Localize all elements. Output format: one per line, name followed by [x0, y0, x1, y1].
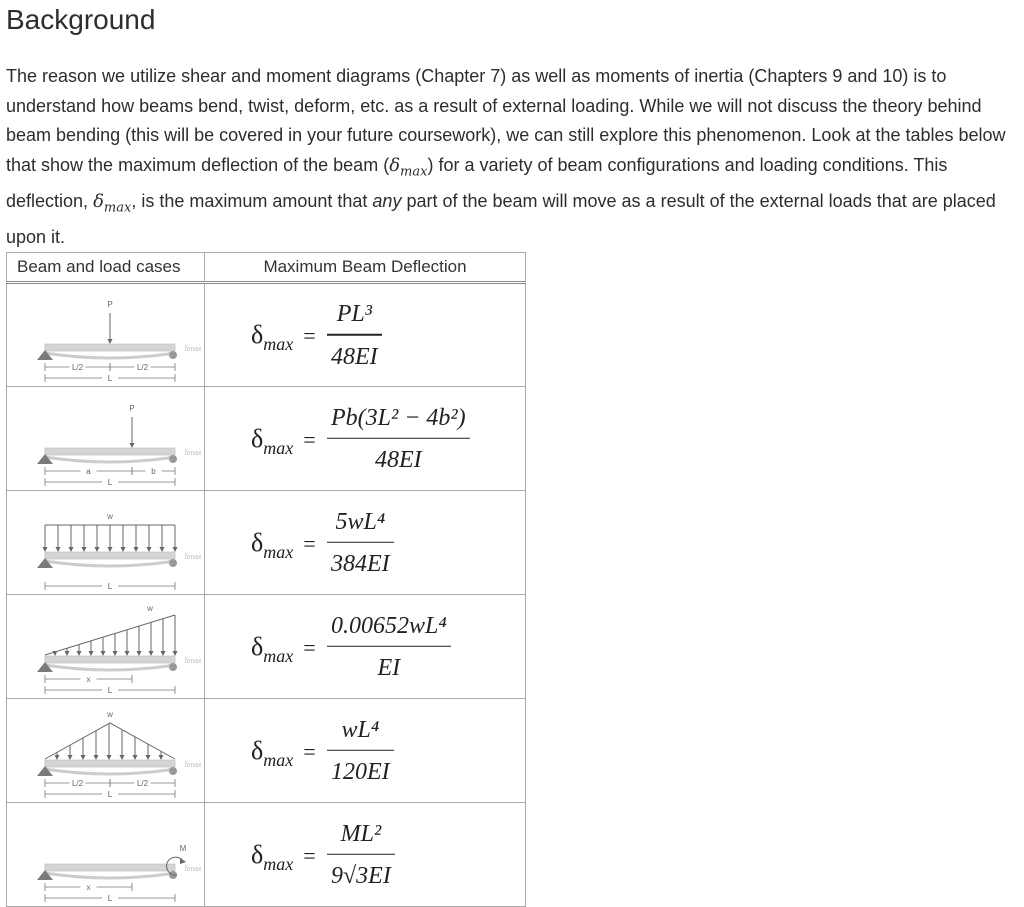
dim-right-label: L/2 — [136, 363, 149, 372]
delta-max-label: δmax — [184, 450, 202, 457]
deflected-shape — [45, 457, 175, 462]
formula-numerator: 5wL⁴ — [335, 508, 386, 535]
formula-numerator: 0.00652wL⁴ — [331, 612, 447, 639]
udl-arrow-head — [160, 547, 165, 552]
roller-support — [169, 351, 177, 359]
triangle-load-arrow-head — [101, 651, 106, 656]
delta-max-label: δmax — [184, 554, 202, 561]
udl-arrow-head — [56, 547, 61, 552]
triangle-load-arrow-head — [113, 651, 118, 656]
symmetric-load-arrow-head — [107, 755, 112, 760]
udl-arrow-head — [121, 547, 126, 552]
beam — [45, 656, 175, 663]
formula-denominator: 48EI — [374, 446, 422, 473]
beam — [45, 760, 175, 767]
para-text-3: , is the maximum amount that — [131, 190, 373, 211]
formula-lhs: $\delta_{max}$ = — [251, 735, 316, 770]
dim-span-label: L — [107, 686, 113, 695]
header-beam-cases: Beam and load cases — [7, 253, 205, 283]
triangle-load-arrow-head — [173, 651, 178, 656]
delta-max-symbol: $\delta_{max}$ — [389, 154, 428, 180]
beam-diagram-symmetric-triangular-load — [7, 699, 205, 803]
roller-support — [169, 455, 177, 463]
triangle-load-arrow-head — [53, 651, 58, 656]
triangle-load-arrow-head — [161, 651, 166, 656]
emphasis-any: any — [372, 190, 402, 211]
delta-max-label: δmax — [184, 866, 202, 873]
dim-b-label: b — [151, 467, 156, 476]
deflection-formula — [205, 595, 526, 699]
deflected-shape — [45, 353, 175, 358]
beam-diagram-svg — [7, 699, 204, 802]
symmetric-load-arrow-head — [68, 755, 73, 760]
udl-arrow-head — [95, 547, 100, 552]
beam-diagram-center-point-load — [7, 283, 205, 387]
table-row — [7, 595, 526, 699]
header-max-deflection: Maximum Beam Deflection — [205, 253, 526, 283]
formula-numerator: Pb(3L² − 4b²) — [331, 404, 466, 431]
moment-arrow-head — [180, 858, 186, 864]
para-text-4: part of the beam will move as a result of the external loads that are placed upon it. — [6, 190, 996, 247]
delta-max-label: δmax — [184, 762, 202, 769]
beam — [45, 448, 175, 455]
page-title: Background — [6, 4, 156, 35]
deflection-formula — [205, 387, 526, 491]
dim-left-label: L/2 — [71, 363, 84, 372]
symmetric-load-arrow-head — [133, 755, 138, 760]
roller-support — [169, 767, 177, 775]
beam-diagram-svg — [7, 491, 204, 594]
symmetric-load-arrow-head — [81, 755, 86, 760]
load-label-M: M — [179, 844, 187, 853]
formula-numerator: PL³ — [336, 300, 372, 327]
deflection-formula — [205, 283, 526, 387]
beam — [45, 344, 175, 351]
beam-diagram-end-moment — [7, 803, 205, 907]
point-load-arrow-head — [130, 443, 135, 448]
deflection-formula — [205, 491, 526, 595]
fraction-bar — [327, 541, 394, 543]
symmetric-load-arrow-head — [159, 755, 164, 760]
formula-denominator: 9√3EI — [331, 862, 391, 889]
triangle-load-arrow-head — [89, 651, 94, 656]
dim-x-label: x — [86, 675, 91, 684]
beam-diagram-uniform-distributed-load — [7, 491, 205, 595]
formula-fraction — [327, 712, 394, 789]
formula-fraction — [327, 608, 451, 685]
triangle-load-arrow-head — [77, 651, 82, 656]
point-load-arrow-head — [108, 339, 113, 344]
symmetric-load-arrow-head — [146, 755, 151, 760]
beam-deflection-table — [6, 252, 526, 907]
formula-lhs: $\delta_{max}$ = — [251, 527, 316, 562]
formula-numerator: wL⁴ — [341, 716, 380, 743]
formula-lhs: $\delta_{max}$ = — [251, 631, 316, 666]
beam-diagram-offset-point-load — [7, 387, 205, 491]
beam-diagram-svg — [7, 595, 204, 698]
load-label-P: P — [129, 404, 135, 413]
udl-arrow-head — [82, 547, 87, 552]
udl-arrow-head — [134, 547, 139, 552]
delta-max-label: δmax — [184, 658, 202, 665]
para-text-2: ) for a variety of beam configurations and loading conditions. This deflection, — [6, 154, 948, 211]
symmetric-load-arrow-head — [120, 755, 125, 760]
load-label-w: w — [147, 604, 153, 613]
formula-lhs: $\delta_{max}$ = — [251, 839, 316, 874]
para-text-1: The reason we utilize shear and moment diagrams (Chapter 7) as well as moments of inertia (Chapters 9 and 10) is to understand how beams bend, twist, deform, etc. as a result of external loading. While we will not discuss the theory behind beam bending (this will be covered in your future coursework), we can still explore this phenomenon. Look at the tables below that show the maximum deflection of the beam ( — [6, 66, 1006, 175]
udl-arrow-head — [147, 547, 152, 552]
fraction-bar — [327, 749, 394, 751]
triangle-load-arrow-head — [149, 651, 154, 656]
fraction-bar — [327, 645, 451, 647]
formula-lhs: $\delta_{max}$ = — [251, 423, 316, 458]
formula-fraction — [327, 816, 395, 893]
beam — [45, 552, 175, 559]
dim-span-label: L — [107, 374, 113, 383]
formula-fraction — [327, 297, 382, 374]
load-label-P: P — [107, 300, 113, 309]
beam — [45, 864, 175, 871]
deflection-formula — [205, 803, 526, 907]
beam-diagram-svg — [7, 284, 204, 386]
beam-diagram-triangular-increasing-load — [7, 595, 205, 699]
fraction-bar — [327, 334, 382, 336]
dim-span-label: L — [107, 582, 113, 591]
formula-numerator: ML² — [340, 820, 382, 847]
dim-right-label: L/2 — [136, 779, 149, 788]
fraction-bar — [327, 437, 470, 439]
intro-paragraph — [6, 62, 1016, 252]
roller-support — [169, 559, 177, 567]
table-row — [7, 491, 526, 595]
beam-diagram-svg — [7, 803, 204, 906]
dim-span-label: L — [107, 478, 113, 487]
udl-arrow-head — [108, 547, 113, 552]
delta-max-label: δmax — [184, 346, 202, 353]
table-row — [7, 803, 526, 907]
symmetric-load-arrow-head — [94, 755, 99, 760]
triangle-load-arrow-head — [137, 651, 142, 656]
fraction-bar — [327, 853, 395, 855]
dim-a-label: a — [86, 467, 91, 476]
formula-lhs: $\delta_{max}$ = — [251, 320, 316, 354]
udl-arrow-head — [69, 547, 74, 552]
symmetric-triangle-line — [45, 723, 175, 759]
formula-denominator: EI — [377, 654, 401, 681]
table-row — [7, 387, 526, 491]
formula-denominator: 48EI — [331, 343, 378, 370]
formula-fraction — [327, 400, 470, 477]
deflected-shape — [45, 873, 175, 878]
load-label-w: w — [107, 710, 113, 719]
dim-span-label: L — [107, 790, 113, 799]
load-label-w: w — [107, 512, 113, 521]
deflected-shape — [45, 665, 175, 670]
roller-support — [169, 663, 177, 671]
udl-arrow-head — [173, 547, 178, 552]
symmetric-load-arrow-head — [55, 755, 60, 760]
formula-fraction — [327, 504, 394, 581]
triangle-load-line — [45, 615, 175, 655]
udl-arrow-head — [43, 547, 48, 552]
formula-denominator: 384EI — [331, 550, 390, 577]
delta-max-symbol-2: $\delta_{max}$ — [93, 190, 132, 216]
formula-denominator: 120EI — [331, 758, 390, 785]
dim-span-label: L — [107, 894, 113, 903]
deflected-shape — [45, 561, 175, 566]
triangle-load-arrow-head — [65, 651, 70, 656]
table-row — [7, 283, 526, 387]
beam-diagram-svg — [7, 387, 204, 490]
deflected-shape — [45, 769, 175, 774]
dim-x-label: x — [86, 883, 91, 892]
deflection-formula — [205, 699, 526, 803]
table-row — [7, 699, 526, 803]
dim-left-label: L/2 — [71, 779, 84, 788]
triangle-load-arrow-head — [125, 651, 130, 656]
